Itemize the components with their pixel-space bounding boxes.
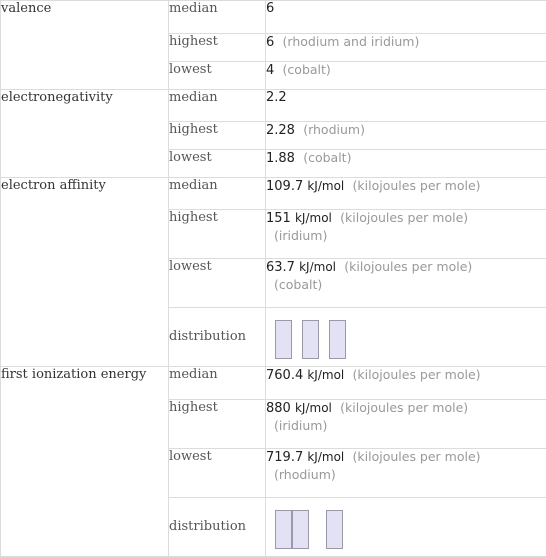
value-note: (kilojoules per mole) (340, 210, 468, 225)
value-cell (266, 400, 546, 449)
value-cell (266, 62, 546, 90)
property-name-electron-affinity: electron affinity (1, 178, 169, 367)
row-label: median (169, 90, 266, 122)
distribution-cell (266, 308, 546, 367)
table-row (1, 90, 546, 122)
histogram-bar (292, 510, 309, 549)
unit: kJ/mol (307, 179, 344, 193)
value-source-note: (cobalt) (266, 277, 546, 293)
value: 151 (266, 211, 291, 226)
value-note: (cobalt) (283, 62, 331, 77)
value-note: (kilojoules per mole) (353, 449, 481, 464)
row-label: lowest (169, 62, 266, 90)
value: 4 (266, 63, 274, 78)
row-label: highest (169, 34, 266, 62)
table-row (1, 367, 546, 400)
value-note: (cobalt) (303, 150, 351, 165)
row-label: median (169, 367, 266, 400)
value-cell (266, 122, 546, 150)
value-cell (266, 34, 546, 62)
distribution-chart-electron-affinity (266, 308, 546, 366)
value-cell (266, 1, 546, 34)
value: 6 (266, 35, 274, 50)
value-cell (266, 150, 546, 178)
unit: kJ/mol (299, 260, 336, 274)
histogram-bar (275, 510, 292, 549)
row-label: distribution (169, 308, 266, 367)
value-note: (kilojoules per mole) (353, 178, 481, 193)
histogram-bar (302, 320, 319, 359)
row-label: median (169, 178, 266, 210)
histogram-bar (326, 510, 343, 549)
row-label: highest (169, 400, 266, 449)
value-cell (266, 259, 546, 308)
value-cell (266, 210, 546, 259)
value-cell (266, 178, 546, 210)
unit: kJ/mol (307, 450, 344, 464)
row-label: lowest (169, 259, 266, 308)
histogram-bar (275, 320, 292, 359)
value: 719.7 (266, 450, 303, 465)
value-source-note: (iridium) (266, 418, 546, 434)
row-label: lowest (169, 449, 266, 498)
distribution-chart-first-ionization-energy (266, 498, 546, 556)
unit: kJ/mol (307, 368, 344, 382)
value: 1.88 (266, 151, 295, 166)
value: 109.7 (266, 179, 303, 194)
value-note: (kilojoules per mole) (344, 259, 472, 274)
unit: kJ/mol (295, 401, 332, 415)
value-note: (kilojoules per mole) (353, 367, 481, 382)
value-source-note: (iridium) (266, 228, 546, 244)
row-label: highest (169, 210, 266, 259)
value: 63.7 (266, 260, 295, 275)
property-name-electronegativity: electronegativity (1, 90, 169, 178)
value: 2.2 (266, 90, 287, 105)
property-name-valence: valence (1, 1, 169, 90)
value-note: (rhodium and iridium) (283, 34, 420, 49)
unit: kJ/mol (295, 211, 332, 225)
value-note: (rhodium) (303, 122, 365, 137)
row-label: median (169, 1, 266, 34)
value: 2.28 (266, 123, 295, 138)
row-label: distribution (169, 498, 266, 557)
value-note: (kilojoules per mole) (340, 400, 468, 415)
value-source-note: (rhodium) (266, 467, 546, 483)
value: 6 (266, 1, 274, 16)
value-cell (266, 367, 546, 400)
value: 880 (266, 401, 291, 416)
property-name-first-ionization-energy: first ionization energy (1, 367, 169, 557)
value: 760.4 (266, 368, 303, 383)
row-label: highest (169, 122, 266, 150)
row-label: lowest (169, 150, 266, 178)
histogram-bar (329, 320, 346, 359)
value-cell (266, 449, 546, 498)
table-row (1, 178, 546, 210)
value-cell (266, 90, 546, 122)
table-row (1, 1, 546, 34)
distribution-cell (266, 498, 546, 557)
